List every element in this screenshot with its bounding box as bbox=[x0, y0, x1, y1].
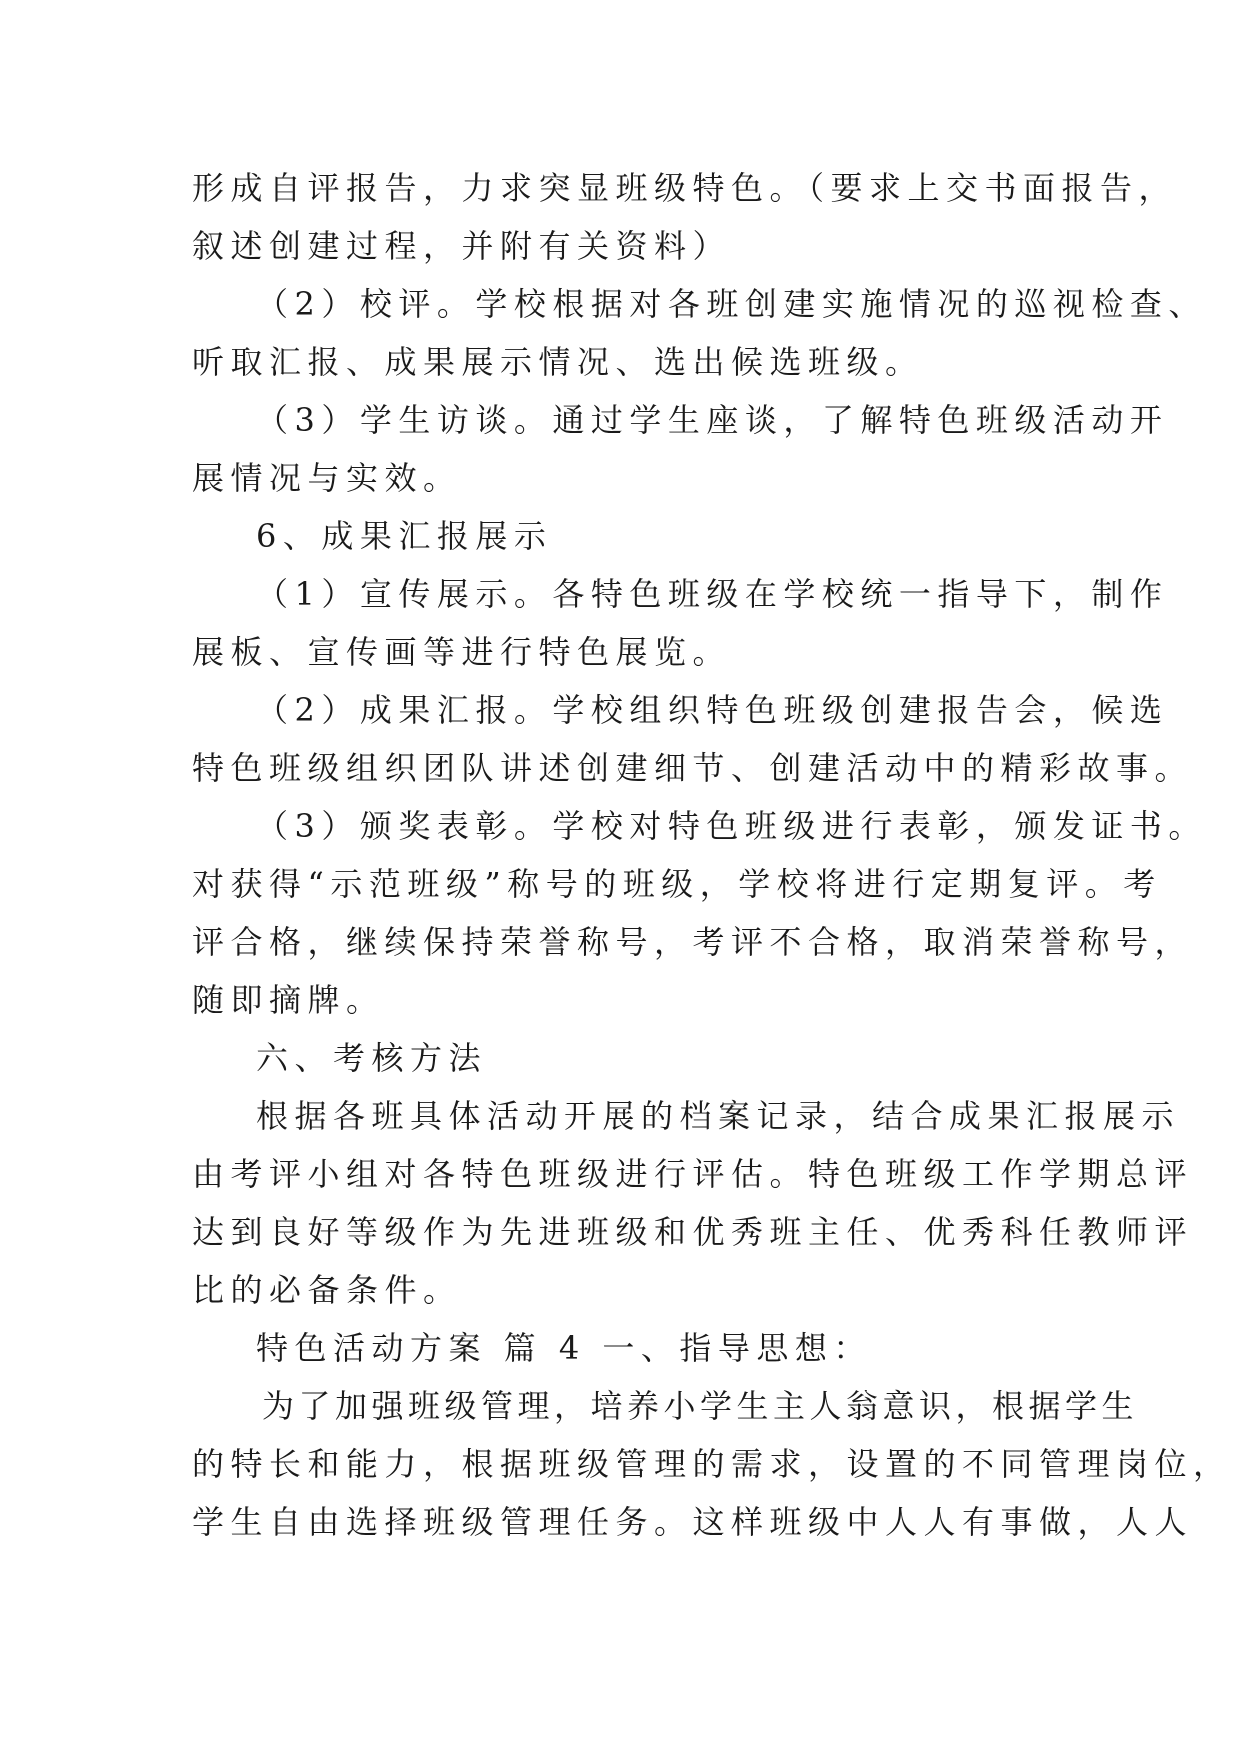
text-line: 由考评小组对各特色班级进行评估。特色班级工作学期总评 bbox=[192, 1155, 1194, 1193]
text-line: 随即摘牌。 bbox=[192, 981, 385, 1019]
section-heading: 6、成果汇报展示 bbox=[256, 517, 553, 555]
section-heading: 六、考核方法 bbox=[256, 1039, 488, 1077]
text-line: 学生自由选择班级管理任务。这样班级中人人有事做，人人 bbox=[192, 1503, 1194, 1541]
text-line: 叙述创建过程，并附有关资料） bbox=[192, 227, 732, 265]
text-line: 对获得“示范班级”称号的班级，学校将进行定期复评。考 bbox=[192, 865, 1162, 903]
text-line: 特色班级组织团队讲述创建细节、创建活动中的精彩故事。 bbox=[192, 749, 1194, 787]
text-line: 听取汇报、成果展示情况、选出候选班级。 bbox=[192, 343, 924, 381]
text-line: （2）校评。学校根据对各班创建实施情况的巡视检查、 bbox=[256, 285, 1207, 323]
text-line: 展板、宣传画等进行特色展览。 bbox=[192, 633, 732, 671]
text-line: 展情况与实效。 bbox=[192, 459, 462, 497]
text-line: （1）宣传展示。各特色班级在学校统一指导下，制作 bbox=[256, 575, 1169, 613]
text-line: （2）成果汇报。学校组织特色班级创建报告会，候选 bbox=[256, 691, 1169, 729]
text-line: （3）学生访谈。通过学生座谈，了解特色班级活动开 bbox=[256, 401, 1169, 439]
text-line: 为了加强班级管理，培养小学生主人翁意识，根据学生 bbox=[262, 1387, 1139, 1425]
section-heading: 特色活动方案 篇 4 一、指导思想： bbox=[256, 1329, 872, 1367]
text-line: 根据各班具体活动开展的档案记录，结合成果汇报展示 bbox=[256, 1097, 1181, 1135]
text-line: 形成自评报告，力求突显班级特色。（要求上交书面报告， bbox=[192, 169, 1178, 207]
text-line: 比的必备条件。 bbox=[192, 1271, 462, 1309]
text-line: 评合格，继续保持荣誉称号，考评不合格，取消荣誉称号， bbox=[192, 923, 1194, 961]
text-line: 达到良好等级作为先进班级和优秀班主任、优秀科任教师评 bbox=[192, 1213, 1194, 1251]
text-line: （3）颁奖表彰。学校对特色班级进行表彰，颁发证书。 bbox=[256, 807, 1207, 845]
text-line: 的特长和能力，根据班级管理的需求，设置的不同管理岗位， bbox=[192, 1445, 1232, 1483]
